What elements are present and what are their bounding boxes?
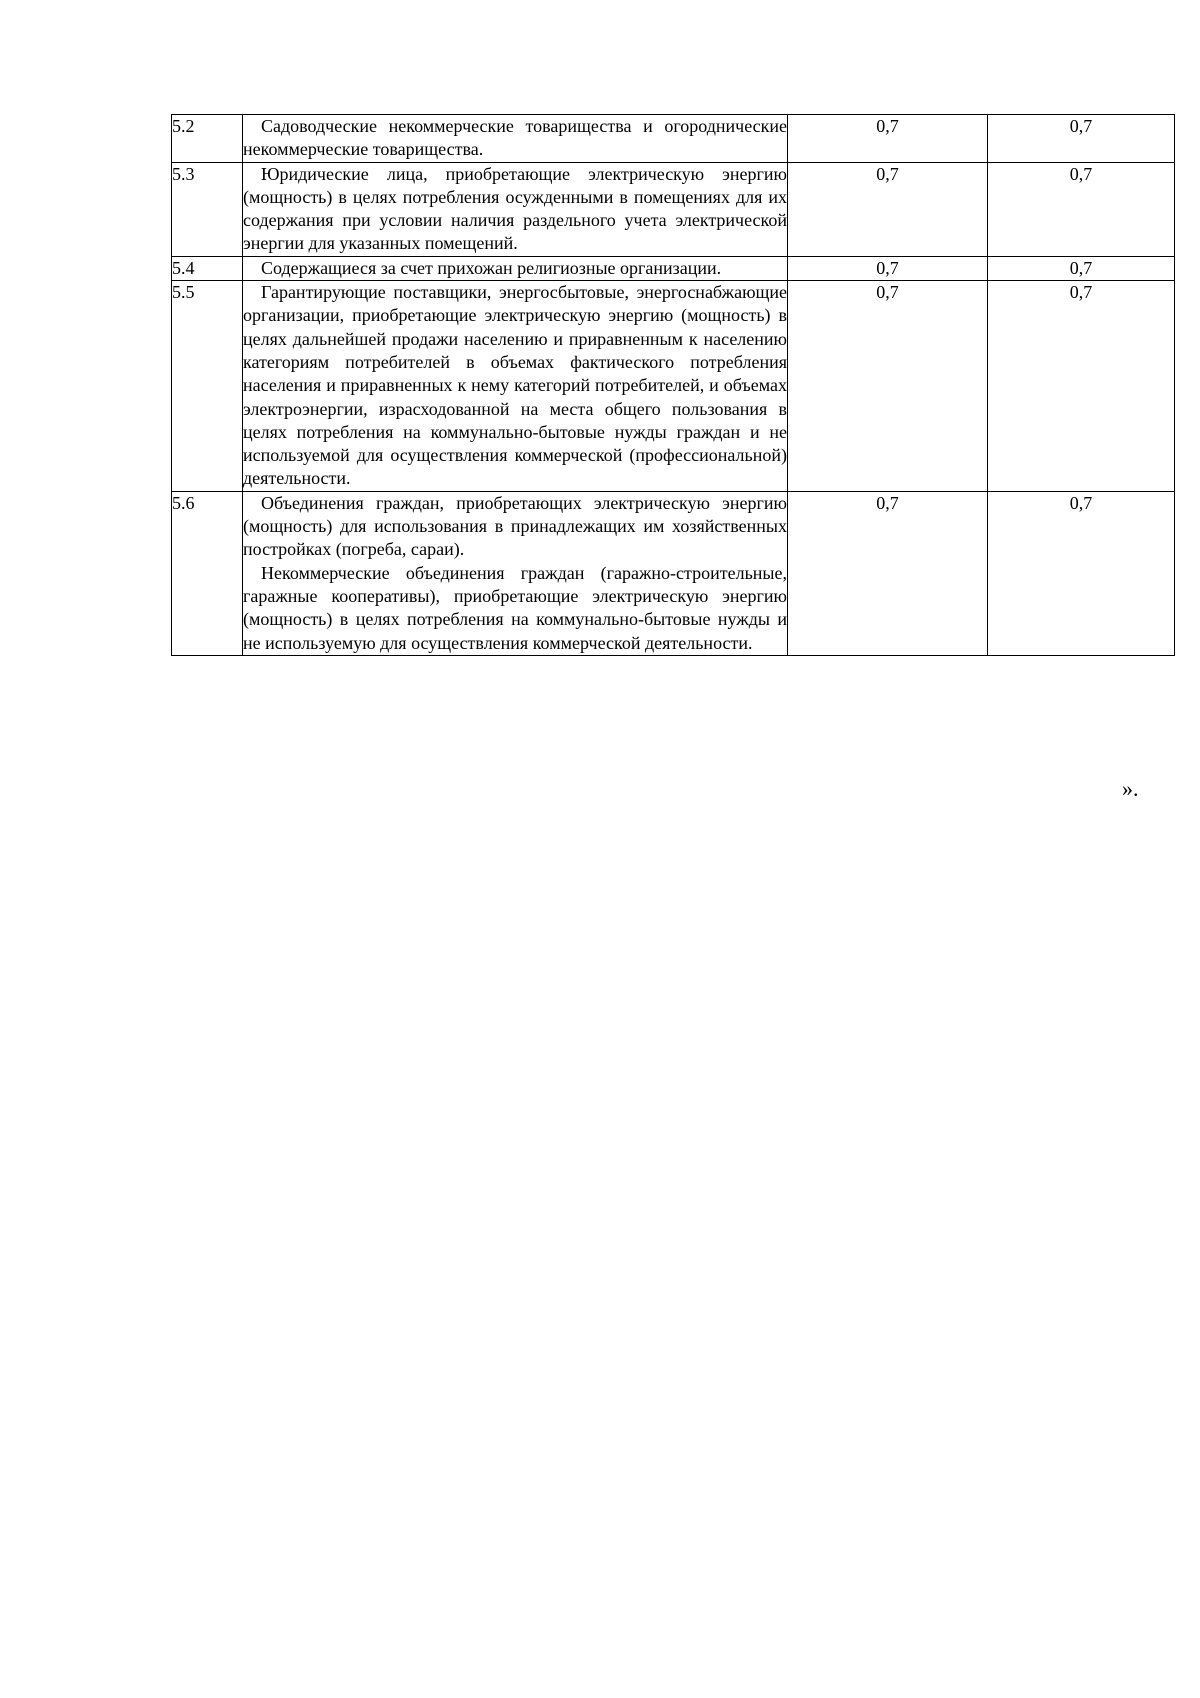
row-number-cell: 5.5 xyxy=(172,281,243,492)
description-paragraph: Содержащиеся за счет прихожан религиозные организации. xyxy=(261,257,722,278)
description-paragraph: Объединения граждан, приобретающих электрическую энергию (мощность) для использования в принадлежащих им хозяйственных постройках (погреба, сараи). xyxy=(243,492,787,560)
tariff-coefficients-table xyxy=(171,114,1175,656)
row-description-cell xyxy=(243,115,788,163)
row-number-cell: 5.4 xyxy=(172,256,243,280)
coefficient-value-2: 0,7 xyxy=(988,162,1175,256)
row-description-cell xyxy=(243,281,788,492)
coefficient-value-2: 0,7 xyxy=(988,256,1175,280)
table-row xyxy=(172,256,1175,280)
coefficient-value-2: 0,7 xyxy=(988,281,1175,492)
row-description-cell xyxy=(243,256,788,280)
coefficient-value-2: 0,7 xyxy=(988,491,1175,655)
coefficient-value-1: 0,7 xyxy=(788,491,988,655)
coefficient-value-1: 0,7 xyxy=(788,281,988,492)
coefficient-value-1: 0,7 xyxy=(788,162,988,256)
closing-quote-mark: ». xyxy=(1122,776,1139,801)
row-number-cell: 5.6 xyxy=(172,491,243,655)
description-paragraph: Садоводческие некоммерческие товарищества и огороднические некоммерческие товарищества. xyxy=(243,116,787,160)
row-description-cell xyxy=(243,162,788,256)
row-number-cell: 5.3 xyxy=(172,162,243,256)
table-row xyxy=(172,115,1175,163)
description-paragraph: Гарантирующие поставщики, энергосбытовые, энергоснабжающие организации, приобретающие электрическую энергию (мощность) в целях дальнейшей продажи населению и приравненным к населению категориям потребителей в объемах фактического потребления населения и приравненных к нему категорий потребителей, и объемах электроэнергии, израсходованной на места общего пользования в целях потребления на коммунально-бытовые нужды граждан и не используемой для осуществления коммерческой (профессиональной) деятельности. xyxy=(243,282,787,489)
row-description-cell xyxy=(243,491,788,655)
description-paragraph: Некоммерческие объединения граждан (гаражно-строительные, гаражные кооперативы), приобретающие электрическую энергию (мощность) в целях потребления на коммунально-бытовые нужды и не используемую для осуществления коммерческой деятельности. xyxy=(243,562,787,653)
table-row xyxy=(172,162,1175,256)
coefficient-value-2: 0,7 xyxy=(988,115,1175,163)
description-paragraph: Юридические лица, приобретающие электрическую энергию (мощность) в целях потребления осужденными в помещениях для их содержания при условии наличия раздельного учета электрической энергии для указанных помещений. xyxy=(243,163,787,254)
row-number-cell: 5.2 xyxy=(172,115,243,163)
table-row xyxy=(172,281,1175,492)
table-row xyxy=(172,491,1175,655)
coefficient-value-1: 0,7 xyxy=(788,256,988,280)
coefficient-value-1: 0,7 xyxy=(788,115,988,163)
